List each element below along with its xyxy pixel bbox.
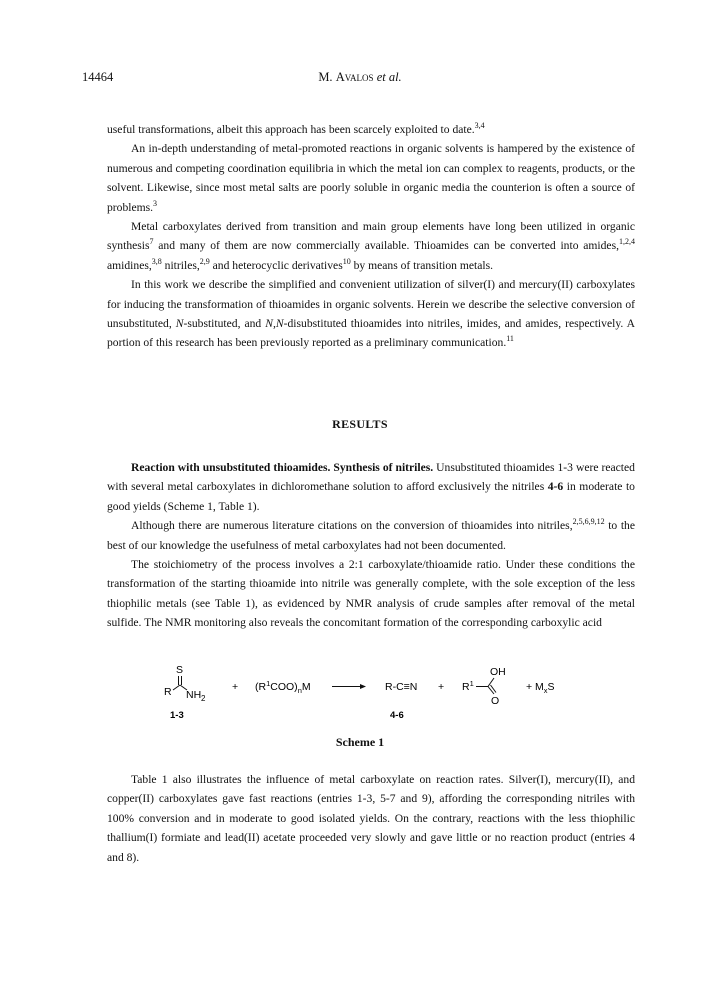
- results-paragraph-1: [107, 458, 635, 516]
- sulfide-subscript: x: [543, 686, 548, 695]
- text-run: amidines,: [107, 258, 152, 272]
- citation: 3: [153, 198, 158, 208]
- scheme-svg: [160, 662, 620, 722]
- reagent-part: (R: [255, 681, 267, 693]
- thioamide-r-group: R: [164, 686, 172, 698]
- nitrile-product: R-C≡N: [385, 681, 418, 693]
- thioamide-sulfur: S: [176, 664, 184, 676]
- acid-double-bond-a: [488, 687, 494, 695]
- author-etal: et al.: [373, 70, 402, 84]
- results-heading: RESULTS: [332, 417, 388, 431]
- scheme-caption: Scheme 1: [335, 735, 385, 749]
- text-run: by means of transition metals.: [350, 258, 494, 272]
- sulfide-part: + M: [526, 681, 544, 693]
- reagent-metal: M: [301, 681, 311, 693]
- citation: 2,5,6,9,12: [572, 517, 605, 527]
- italic-run: N: [175, 317, 184, 331]
- reagent-superscript: 1: [266, 679, 271, 688]
- results-paragraph-3: The stoichiometry of the process involves a 2:1 carboxylate/thioamide ratio. Under these conditions the transformation of the starting thioamide into nitrile was generally complete, with the sole exception of the less thiophilic metals (see Table 1), as evidenced by NMR analysis of crude samples after removal of the metal sulfide. The NMR monitoring also reveals the concomitant formation of the corresponding carboxylic acid: [107, 558, 635, 630]
- text-run: nitriles,: [161, 258, 200, 272]
- scheme-1-diagram: [160, 662, 620, 722]
- reagent-subscript: n: [297, 686, 302, 695]
- plus-sign-1: +: [232, 681, 239, 693]
- citation: 11: [506, 334, 514, 344]
- italic-run: N,N: [265, 317, 284, 331]
- reagent-part: COO): [270, 681, 298, 693]
- sulfide-part: S: [547, 681, 555, 693]
- acid-r: R: [462, 681, 470, 693]
- text-run: Although there are numerous literature citations on the conversion of thioamides into nitriles,: [131, 519, 573, 533]
- text-run: An in-depth understanding of metal-promoted reactions in organic solvents is hampered by the existence of numerous and competing coordination equilibria in which the metal ion can complex to reagents, products, or the solvent. Likewise, since most metal salts are poorly soluble in organic media the counterion is often a source of problems.: [107, 142, 635, 214]
- compound-label: 4-6: [547, 480, 564, 494]
- results-continued: [107, 770, 635, 867]
- intro-paragraph-3: [107, 217, 635, 275]
- text-run: Metal carboxylates derived from transition and main group elements have long been utilized in organic synthesis: [107, 220, 635, 253]
- text-run: and many of them are now commercially available. Thioamides can be converted into amides,: [153, 239, 619, 253]
- reaction-arrow-head: [360, 684, 366, 689]
- citation: 7: [149, 237, 154, 247]
- metal-sulfide: [526, 681, 555, 695]
- author-initial: M.: [318, 70, 336, 84]
- text-run: to the best of our knowledge the usefulness of metal carboxylates had not been documented.: [107, 519, 635, 552]
- text-run: Unsubstituted thioamides 1-3 were reacted with several metal carboxylates in dichloromethane solution to afford exclusively the nitriles: [107, 461, 635, 494]
- acid-r-group: [462, 679, 474, 693]
- intro-paragraph-4: [107, 275, 635, 353]
- results-paragraph-4: Table 1 also illustrates the influence of metal carboxylate on reaction rates. Silver(I), mercury(II), and copper(II) carboxylates gave fast reactions (entries 1-3, 5-7 and 9), affording the corresponding nitriles with 100% conversion and in moderate to good isolated yields. On the contrary, reactions with the less thiophilic thallium(I) formiate and lead(II) acetate proceeded very slowly and gave little or no reaction product (entries 4 and 8).: [107, 773, 635, 864]
- compound-label-1-3: 1-3: [170, 710, 184, 721]
- compound-label-4-6: 4-6: [390, 710, 404, 721]
- text-run: in moderate to good yields (Scheme 1, Table 1).: [107, 480, 635, 513]
- intro-paragraph-2: [107, 139, 635, 217]
- citation: 2,9: [199, 256, 210, 266]
- thioamide-nh-subscript: 2: [201, 694, 206, 703]
- text-run: useful transformations, albeit this approach has been scarcely exploited to date.: [107, 123, 475, 136]
- author-surname: Avalos: [335, 70, 374, 84]
- intro-paragraph-1: [107, 120, 635, 139]
- acid-hydroxyl: OH: [490, 666, 506, 678]
- text-run: and heterocyclic derivatives: [209, 258, 343, 272]
- citation: 3,8: [151, 256, 162, 266]
- text-run: -disubstituted thioamides into nitriles, imides, and amides, respectively. A portion of this research has been previously reported as a preliminary communication.: [107, 317, 635, 350]
- thioamide-nh: NH: [186, 689, 202, 701]
- results-section: [107, 458, 635, 633]
- citation: 3,4: [474, 121, 485, 130]
- running-header-author: [0, 70, 720, 85]
- text-run: -substituted, and: [183, 317, 266, 331]
- reagent-carboxylate: [255, 679, 311, 695]
- page-number: 14464: [82, 70, 114, 84]
- subsection-title: Reaction with unsubstituted thioamides. Synthesis of nitriles.: [131, 461, 434, 474]
- plus-sign-2: +: [438, 681, 445, 693]
- results-paragraph-2: [107, 516, 635, 555]
- acid-r-superscript: 1: [469, 679, 474, 688]
- text-run: In this work we describe the simplified and convenient utilization of silver(I) and mercury(II) carboxylates for inducing the transformation of thioamides in organic solvents. Herein we describe the selective conversion of unsubstituted,: [107, 278, 635, 331]
- intro-section: [107, 120, 635, 353]
- thioamide-bond-r: [173, 685, 180, 690]
- acid-carbonyl-oxygen: O: [491, 695, 500, 707]
- citation: 1,2,4: [619, 237, 635, 247]
- citation: 10: [342, 256, 351, 266]
